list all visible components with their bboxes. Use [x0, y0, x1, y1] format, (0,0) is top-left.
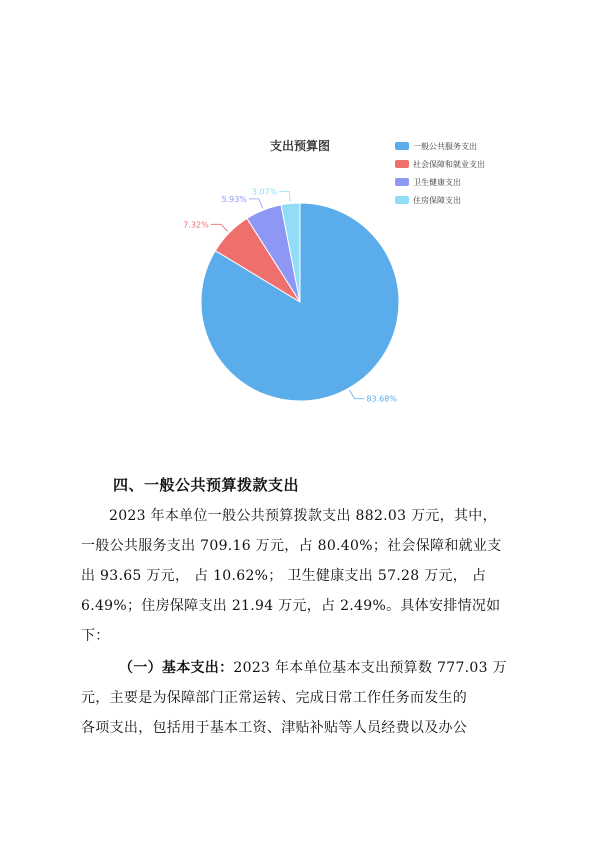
- paragraph-basic-expenditure: [81, 653, 521, 743]
- paragraph-text: 2023 年本单位基本支出预算数 777.03 万: [233, 660, 507, 676]
- subheading-basic-expenditure: （一）基本支出：: [119, 660, 234, 676]
- chart-title: 支出预算图: [269, 139, 331, 153]
- paragraph-line: 2023 年本单位一般公共预算拨款支出 882.03 万元，其中，: [109, 508, 497, 524]
- paragraph-line: 下：: [81, 628, 110, 644]
- legend-label: 住房保障支出: [413, 196, 461, 205]
- pie-label-leader: [249, 199, 263, 208]
- legend-swatch: [395, 196, 409, 204]
- legend-swatch: [395, 142, 409, 150]
- paragraph-line: 6.49%；住房保障支出 21.94 万元，占 2.49%。具体安排情况如: [81, 598, 501, 614]
- paragraph-line: 一般公共服务支出 709.16 万元，占 80.40%；社会保障和就业支: [81, 538, 502, 554]
- pie-label-leader: [350, 390, 365, 399]
- paragraph-line: 出 93.65 万元， 占 10.62%； 卫生健康支出 57.28 万元， 占: [81, 568, 487, 584]
- legend-label: 卫生健康支出: [413, 178, 461, 187]
- pie-label-leader: [279, 192, 290, 202]
- legend-label: 社会保障和就业支出: [413, 160, 485, 169]
- paragraph-line: [81, 653, 521, 683]
- pie-data-label: 5.93%: [221, 194, 247, 204]
- pie-label-leader: [211, 224, 228, 231]
- pie-data-label: 7.32%: [183, 220, 209, 230]
- legend-label: 一般公共服务支出: [413, 142, 477, 151]
- paragraph-line: 各项支出，包括用于基本工资、津贴补贴等人员经费以及办公: [81, 720, 468, 736]
- pie-data-label: 83.68%: [366, 394, 397, 404]
- pie-data-label: 3.07%: [251, 187, 278, 197]
- section-heading: 四、一般公共预算拨款支出: [113, 476, 300, 494]
- legend-swatch: [395, 160, 409, 168]
- paragraph-line: 元，主要是为保障部门正常运转、完成日常工作任务而发生的: [81, 690, 468, 706]
- paragraph-overview: [81, 501, 521, 651]
- legend-swatch: [395, 178, 409, 186]
